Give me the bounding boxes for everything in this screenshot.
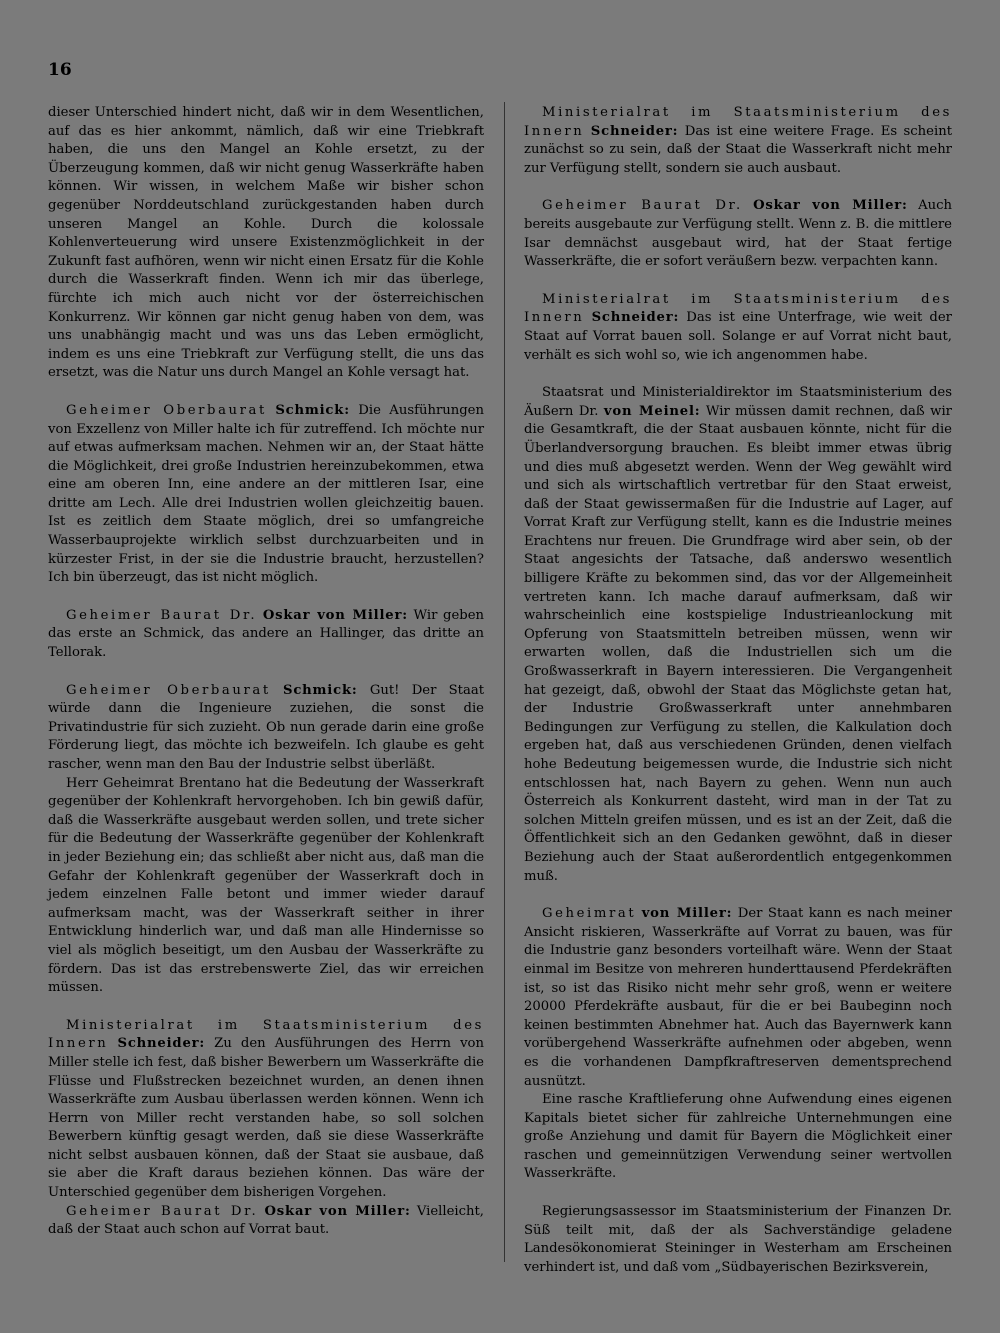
speaker-name: Oskar von Miller: (753, 198, 908, 214)
speech-paragraph (48, 607, 484, 663)
left-column (48, 104, 484, 1240)
speech-text: Das ist eine Unterfrage, wie weit der Staat auf Vorrat bauen soll. Solange er auf Vorrat nicht baut, verhält es sich wohl so, wie ich angenommen habe. (524, 310, 952, 363)
speech-text: Wir müssen damit rechnen, daß wir die Gesamtkraft, die der Staat ausbauen könnte, nicht für die Überlandversorgung brauchen. Es bleibt immer etwas übrig und dies muß abgesetzt werden. Wenn der Weg gewählt wird und sich als wirtschaftlich vertretbar für den Staat erweist, daß der Staat gewissermaßen für die Industrie auf Lager, auf Vorrat Kraft zur Verfügung stellt, kann es die Industrie meines Erachtens nur freuen. Die Grundfrage wird aber sein, ob der Staat angesichts der Tatsache, daß anderswo wesentlich billigere Kräfte zu bekommen sind, das vor der Allgemeinheit vertreten kann. Ich mache darauf aufmerksam, daß wir wahrscheinlich eine kostspielige Industrieanlockung mit Opferung von Staatsmitteln betreiben müssen, wenn wir erwarten wollen, daß die Industriellen sich um die Großwasserkraft in Bayern interessieren. Die Vergangenheit hat gezeigt, daß, obwohl der Staat das Möglichste getan hat, der Industrie Großwasserkraft unter annehmbaren Bedingungen zur Verfügung zu stellen, die Kalkulation doch ergeben hat, daß aus verschiedenen Gründen, denen vielfach hohe Bedeutung beigemessen wurde, die Industrie sich nicht entschlossen hat, nach Bayern zu gehen. Wenn nun auch Österreich als Konkurrent dasteht, wird man in der Tat zu solchen Mitteln greifen müssen, und es ist an der Zeit, daß die Öffentlichkeit sich an den Gedanken gewöhnt, daß in dieser Beziehung auch der Staat außerordentlich entgegenkommen muß. (524, 403, 952, 884)
speaker-name: Oskar von Miller: (264, 1203, 411, 1219)
speaker-title: Geheimer Baurat Dr. (542, 198, 743, 214)
speech-paragraph (524, 384, 952, 886)
speaker-title: Ministerialrat im Staatsministerium des Innern (524, 291, 952, 326)
speaker-title: Geheimer Oberbaurat (66, 682, 271, 698)
speech-text: Vielleicht, daß der Staat auch schon auf Vorrat baut. (48, 1203, 484, 1238)
speaker-name: Schneider: (590, 123, 679, 139)
speech-paragraph (524, 291, 952, 365)
speech-paragraph (48, 1017, 484, 1203)
speech-text: Der Staat kann es nach meiner Ansicht riskieren, Wasserkräfte auf Vorrat zu bauen, was für die Industrie ganz besonders vorteilhaft wäre. Wenn der Staat einmal im Besitze von mehreren hunderttausend Pferdekräften ist, so ist das Risiko nicht mehr sehr groß, wenn er weitere 20000 Pferdekräfte ausbaut, für die er bei Baubeginn noch keinen bestimmten Abnehmer hat. Auch das Bayernwerk kann vorübergehend Wasserkräfte aufnehmen oder abgeben, wenn es die vorhandenen Dampfkraftreserven dementsprechend ausnützt. (524, 906, 952, 1089)
speaker-title: Ministerialrat im Staatsministerium des Innern (524, 105, 952, 139)
speech-text: Zu den Ausführungen des Herrn von Miller stelle ich fest, daß bisher Bewerbern um Wasserkräfte die Flüsse und Flußstrecken bezeichnet wurden, an denen ihnen Wasserkräfte zum Ausbau überlassen werden können. Wenn ich Herrn von Miller recht verstanden habe, so soll solchen Bewerbern künftig gesagt werden, daß sie diese Wasserkräfte nicht selbst ausbauen können, daß der Staat sie ausbaue, daß sie aber die Kraft daraus beziehen können. Das wäre der Unterschied gegenüber dem bisherigen Vorgehen. (48, 1036, 484, 1201)
paragraph: Eine rasche Kraftlieferung ohne Aufwendung eines eigenen Kapitals bietet sicher für zahlreiche Unternehmungen eine große Anziehung und damit für Bayern die Möglichkeit einer raschen und gemeinnützigen Verwendung seiner wertvollen Wasserkräfte. (524, 1092, 952, 1182)
speaker-title: Geheimer Baurat Dr. (66, 1203, 259, 1219)
speaker-name: Schneider: (117, 1036, 206, 1052)
speaker-title: Geheimer Oberbaurat (66, 402, 267, 418)
speech-text: Wir geben das erste an Schmick, das andere an Hallinger, das dritte an Tellorak. (48, 607, 484, 661)
speaker-name: Schneider: (591, 310, 680, 326)
speech-text: Das ist eine weitere Frage. Es scheint zunächst so zu sein, daß der Staat die Wasserkraft nicht mehr zur Verfügung stellt, sondern sie auch ausbaut. (524, 123, 952, 176)
speaker-name: Schmick: (283, 682, 358, 698)
speech-paragraph (48, 402, 484, 588)
speaker-name: Oskar von Miller: (262, 607, 408, 623)
speech-paragraph (524, 104, 952, 178)
speaker-title: Geheimrat (542, 906, 637, 922)
speech-text: Auch bereits ausgebaute zur Verfügung stellt. Wenn z. B. die mittlere Isar demnächst ausgebaut wird, hat der Staat fertige Wasserkräfte, die er sofort veräußern bezw. verpachten kann. (524, 198, 952, 270)
speech-text: Gut! Der Staat würde dann die Ingenieure zuziehen, die sonst die Privatindustrie für sich zuzieht. Ob nun gerade darin eine große Förderung liegt, das möchte ich bezweifeln. Ich glaube es geht rascher, wenn man den Bau der Industrie selbst überläßt. (48, 682, 484, 772)
speaker-name: von Meinel: (603, 403, 701, 419)
column-divider (504, 102, 505, 1262)
speaker-name: von Miller: (641, 906, 733, 922)
speech-paragraph (48, 1203, 484, 1240)
speech-text: Die Ausführungen von Exzellenz von Miller halte ich für zutreffend. Ich möchte nur auf etwas aufmerksam machen. Nehmen wir an, der Staat hätte die Möglichkeit, drei große Industrien hereinzubekommen, etwa eine am oberen Inn, eine andere an der mittleren Isar, eine dritte am Lech. Alle drei Industrien wollen gleichzeitig bauen. Ist es zeitlich dem Staate möglich, drei so umfangreiche Wasserbauprojekte wirklich selbst durchzuarbeiten und in kürzester Frist, in der sie die Industrie braucht, herzustellen? Ich bin überzeugt, das ist nicht möglich. (48, 402, 484, 586)
speaker-title: Geheimer Baurat Dr. (66, 607, 258, 623)
speech-paragraph (524, 197, 952, 271)
speech-paragraph (524, 905, 952, 1091)
page-number: 16 (48, 60, 72, 80)
right-column (524, 104, 952, 1277)
speaker-title: Ministerialrat im Staatsministerium des Innern (48, 1017, 484, 1052)
speaker-name: Schmick: (275, 402, 350, 418)
paragraph: dieser Unterschied hindert nicht, daß wir in dem Wesentlichen, auf das es hier ankommt, nämlich, daß wir eine Triebkraft haben, die uns den Mangel an Kohle ersetzt, zu der Überzeugung kommen, daß wir nicht genug Wasserkräfte haben können. Wir wissen, in welchem Maße wir bisher schon gegenüber Norddeutschland zurückgestanden haben durch unseren Mangel an Kohle. Durch die kolossale Kohlenverteuerung wird unsere Existenzmöglichkeit in der Zukunft fast aufhören, wenn wir nicht einen Ersatz für die Kohle durch die Wasserkraft finden. Wenn ich mir das überlege, fürchte ich mich auch nicht vor der österreichischen Konkurrenz. Wir können gar nicht genug haben von dem, was uns unabhängig macht und was uns das Leben ermöglicht, indem es uns eine Triebkraft zur Verfügung stellt, die uns das ersetzt, was die Natur uns durch Mangel an Kohle versagt hat. (48, 105, 484, 381)
speaker-title: Staatsrat und Ministerialdirektor im Staatsministerium des Äußern Dr. (524, 385, 952, 419)
paragraph: Herr Geheimrat Brentano hat die Bedeutung der Wasserkraft gegenüber der Kohlenkraft hervorgehoben. Ich bin gewiß dafür, daß die Wasserkräfte ausgebaut werden sollen, und trete sicher für die Bedeutung der Wasserkräfte gegenüber der Kohlenkraft in jeder Beziehung ein; das schließt aber nicht aus, daß man die Gefahr der Kohlenkraft gegenüber der Wasserkraft doch in jedem einzelnen Falle betont und immer wieder darauf aufmerksam macht, was der Wasserkraft seither in ihrer Entwicklung hinderlich war, und daß man alle Hindernisse so viel als möglich beseitigt, um den Ausbau der Wasserkräfte zu fördern. Das ist das erstrebenswerte Ziel, das wir erreichen müssen. (48, 775, 484, 996)
speech-paragraph (48, 682, 484, 775)
paragraph: Regierungsassessor im Staatsministerium der Finanzen Dr. Süß teilt mit, daß der als Sachverständige geladene Landesökonomierat Steininger in Westerham am Erscheinen verhindert ist, und daß vom „Südbayerischen Bezirksverein, (524, 1204, 952, 1275)
